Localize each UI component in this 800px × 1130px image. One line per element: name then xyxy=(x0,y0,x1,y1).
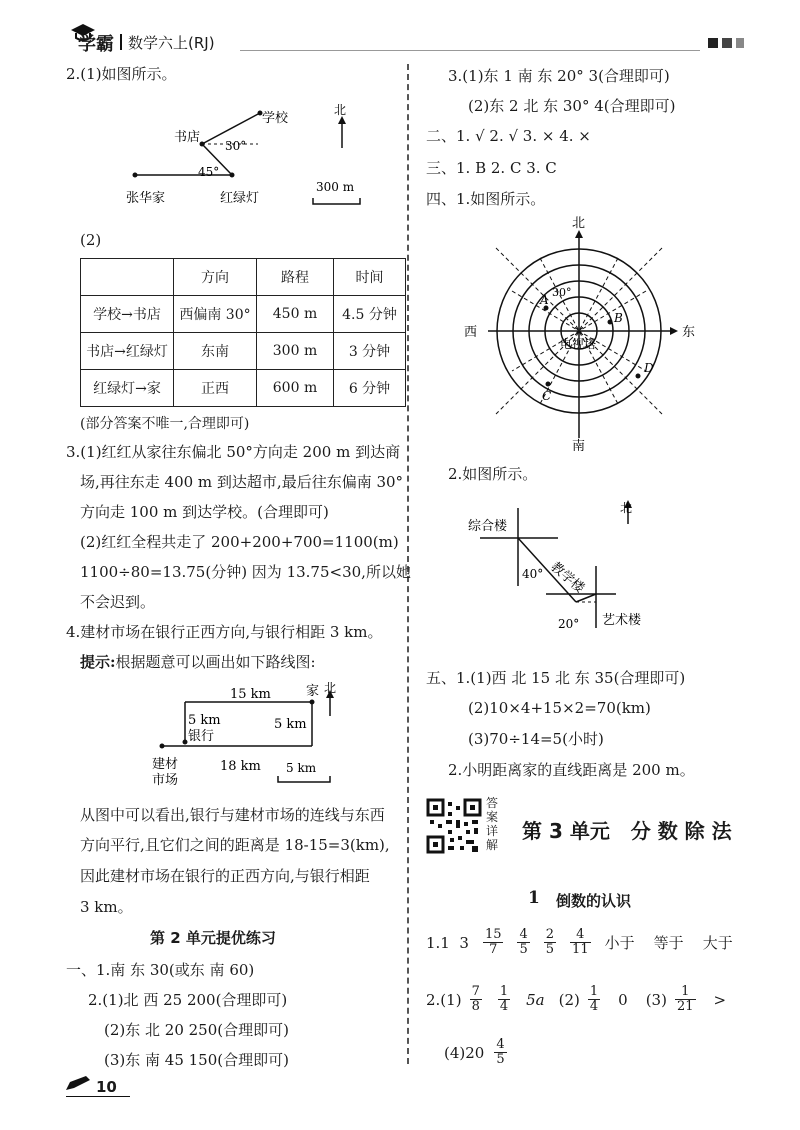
table-header-row xyxy=(81,259,406,296)
s2-p3: (3) xyxy=(645,990,667,1009)
fig2-market1: 建材 xyxy=(152,757,179,772)
header-subject: 数学六上(RJ) xyxy=(128,34,215,52)
table-header-cell: 路程 xyxy=(257,259,334,296)
denominator: 7 xyxy=(489,942,498,957)
fig1-home: 张华家 xyxy=(126,191,166,206)
denominator: 5 xyxy=(545,942,555,957)
s2-t3: > xyxy=(713,990,727,1009)
table-header-cell xyxy=(81,259,174,296)
fraction xyxy=(588,985,600,1014)
numerator: 1 xyxy=(499,984,509,999)
unit2-q2-2: (2)东 北 20 250(合理即可) xyxy=(104,1021,289,1039)
qr-label-char: 解 xyxy=(486,838,499,852)
fig4-angle20: 20° xyxy=(558,617,580,631)
numerator: 7 xyxy=(471,984,480,999)
qr-label-char: 案 xyxy=(486,810,499,824)
table-header-cell: 时间 xyxy=(334,259,406,296)
denominator: 5 xyxy=(519,942,528,957)
figure-campus-map xyxy=(466,496,686,636)
s2-p4: (4)20 xyxy=(444,1043,485,1062)
fraction xyxy=(470,985,482,1014)
unit2-q1: 一、1.南 东 30(或东 南 60) xyxy=(66,961,255,979)
q3-2-line1: (2)红红全程共走了 200+200+700=1100(m) xyxy=(80,533,399,551)
fig1-north: 北 xyxy=(334,103,347,117)
fig3-b: B xyxy=(614,311,623,325)
fraction xyxy=(483,928,504,957)
fig2-d5b: 5 km xyxy=(274,717,307,732)
footer-rule xyxy=(66,1096,130,1097)
table-row xyxy=(81,296,406,333)
fig2-market2: 市场 xyxy=(152,773,179,788)
fraction xyxy=(498,985,510,1014)
qr-label-char: 详 xyxy=(486,824,499,838)
unit3-title: 第 3 单元 分 数 除 法 xyxy=(522,819,732,843)
table-cell: 300 m xyxy=(257,333,334,370)
fraction xyxy=(517,928,529,957)
qr-label xyxy=(486,796,502,852)
fig4-angle40: 40° xyxy=(522,567,544,581)
table-cell: 正西 xyxy=(174,370,257,407)
fig4-building1: 综合楼 xyxy=(468,519,508,534)
fraction xyxy=(570,928,591,957)
header-divider xyxy=(120,34,122,50)
denominator: 8 xyxy=(471,999,480,1014)
header-bar xyxy=(60,30,750,54)
fig2-north: 北 xyxy=(324,681,337,695)
fig2-d15: 15 km xyxy=(230,687,271,702)
fig3-d: D xyxy=(644,361,654,375)
q2-1: 2.(1)如图所示。 xyxy=(66,65,177,83)
hint-label: 提示: xyxy=(80,653,116,671)
header-marks xyxy=(708,38,748,48)
unit2-q2-1: 2.(1)北 西 25 200(合理即可) xyxy=(88,991,288,1009)
note: (部分答案不唯一,合理即可) xyxy=(80,416,250,432)
r3-2: (2)东 2 北 东 30° 4(合理即可) xyxy=(468,97,676,115)
s2-row4 xyxy=(444,1038,507,1067)
r-san: 三、1. B 2. C 3. C xyxy=(426,159,557,177)
fig3-south: 南 xyxy=(572,439,586,454)
fig3-c: C xyxy=(542,389,552,403)
fig3-center: 电视塔 xyxy=(560,337,597,351)
table-cell: 西偏南 30° xyxy=(174,296,257,333)
r3-1: 3.(1)东 1 南 东 20° 3(合理即可) xyxy=(448,67,670,85)
figure-route-map xyxy=(120,100,380,212)
explanation-line4: 3 km。 xyxy=(80,898,133,916)
figure-route-diagram xyxy=(130,680,370,798)
explanation-line2: 方向平行,且它们之间的距离是 18-15=3(km), xyxy=(80,836,390,854)
s1-words: 小于 等于 大于 xyxy=(604,933,733,952)
fig1-bookstore: 书店 xyxy=(174,130,201,145)
s2-prefix: 2.(1) xyxy=(426,990,462,1009)
numerator: 4 xyxy=(519,927,528,942)
table-cell: 书店→红绿灯 xyxy=(81,333,174,370)
fig1-angle2: 45° xyxy=(198,165,220,179)
table-cell: 450 m xyxy=(257,296,334,333)
denominator: 21 xyxy=(676,999,694,1014)
fig1-scale: 300 m xyxy=(316,180,355,194)
explanation-line3: 因此建材市场在银行的正西方向,与银行相距 xyxy=(80,867,370,885)
denominator: 11 xyxy=(572,942,589,957)
s2-t2: 0 xyxy=(618,990,628,1009)
numerator: 4 xyxy=(570,928,591,943)
header-rule xyxy=(240,50,700,51)
q3-1-line3: 方向走 100 m 到达学校。(合理即可) xyxy=(80,503,329,521)
table-cell: 东南 xyxy=(174,333,257,370)
fig4-building2: 教学楼 xyxy=(547,559,587,597)
r-er: 二、1. √ 2. √ 3. × 4. × xyxy=(426,127,591,145)
fraction xyxy=(675,985,696,1014)
denominator: 4 xyxy=(589,999,599,1014)
figure-compass-rings xyxy=(460,216,700,454)
fig4-north: 北 xyxy=(620,501,633,515)
r5-3: (3)70÷14=5(小时) xyxy=(468,730,604,748)
numerator: 4 xyxy=(496,1037,505,1052)
fraction xyxy=(494,1038,506,1067)
fig4-building3: 艺术楼 xyxy=(602,613,642,628)
qr-label-char: 答 xyxy=(486,796,499,810)
numerator: 15 xyxy=(484,927,502,942)
r5-1: 五、1.(1)西 北 15 北 东 35(合理即可) xyxy=(426,669,686,687)
section-number: 1 xyxy=(528,888,540,908)
fig2-scale: 5 km xyxy=(286,761,317,775)
q3-2-line2: 1100÷80=13.75(分钟) 因为 13.75<30,所以她 xyxy=(80,563,411,581)
q3-1-line1: 3.(1)红红从家往东偏北 50°方向走 200 m 到达商 xyxy=(66,443,401,461)
q3-2-line3: 不会迟到。 xyxy=(80,593,156,611)
hint xyxy=(80,652,316,672)
q3-1-line2: 场,再往东走 400 m 到达超市,最后往东偏南 30° xyxy=(80,473,404,491)
fig2-d5a: 5 km xyxy=(188,713,221,728)
s1-prefix: 1.1 3 xyxy=(426,933,469,952)
r5-4: 2.小明距离家的直线距离是 200 m。 xyxy=(448,761,695,779)
section-title: 倒数的认识 xyxy=(556,892,632,910)
s2-t1: 5a xyxy=(526,990,545,1009)
numerator: 1 xyxy=(675,985,696,1000)
fraction xyxy=(544,928,556,957)
table-row xyxy=(81,370,406,407)
table-cell: 学校→书店 xyxy=(81,296,174,333)
r-si: 四、1.如图所示。 xyxy=(426,190,546,208)
qr-code-icon[interactable] xyxy=(426,798,482,854)
explanation-line1: 从图中可以看出,银行与建材市场的连线与东西 xyxy=(80,806,385,824)
table-cell: 6 分钟 xyxy=(334,370,406,407)
denominator: 4 xyxy=(499,999,509,1014)
fig2-home: 家 xyxy=(306,684,320,699)
s1-row xyxy=(426,928,733,957)
table-header-cell: 方向 xyxy=(174,259,257,296)
unit2-q2-3: (3)东 南 45 150(合理即可) xyxy=(104,1051,289,1069)
fig1-light: 红绿灯 xyxy=(220,191,260,206)
r-si-2: 2.如图所示。 xyxy=(448,465,538,483)
logo-text: 学霸 xyxy=(78,34,114,55)
table-cell: 4.5 分钟 xyxy=(334,296,406,333)
table-cell: 3 分钟 xyxy=(334,333,406,370)
hint-text: 根据题意可以画出如下路线图: xyxy=(115,653,316,671)
fig3-north: 北 xyxy=(572,216,586,231)
answer-table xyxy=(80,258,406,407)
fig2-d18: 18 km xyxy=(220,759,261,774)
fig1-angle1: 30° xyxy=(225,139,247,153)
fig1-school: 学校 xyxy=(262,111,289,126)
q2-2: (2) xyxy=(80,231,102,249)
fig3-west: 西 xyxy=(464,325,478,340)
q4: 4.建材市场在银行正西方向,与银行相距 3 km。 xyxy=(66,623,383,641)
page-number: 10 xyxy=(96,1078,117,1096)
fig2-bank: 银行 xyxy=(188,729,215,744)
r5-2: (2)10×4+15×2=70(km) xyxy=(468,699,651,717)
numerator: 2 xyxy=(545,927,555,942)
unit2-title: 第 2 单元提优练习 xyxy=(150,929,276,947)
pencil-icon xyxy=(64,1076,92,1092)
fig3-a: A xyxy=(540,293,549,307)
denominator: 5 xyxy=(496,1052,505,1067)
table-cell: 600 m xyxy=(257,370,334,407)
s2-row xyxy=(426,985,726,1014)
table-row xyxy=(81,333,406,370)
numerator: 1 xyxy=(589,984,599,999)
fig3-angle: 30° xyxy=(552,286,572,299)
table-cell: 红绿灯→家 xyxy=(81,370,174,407)
fig3-east: 东 xyxy=(682,325,696,340)
s2-p2: (2) xyxy=(558,990,580,1009)
